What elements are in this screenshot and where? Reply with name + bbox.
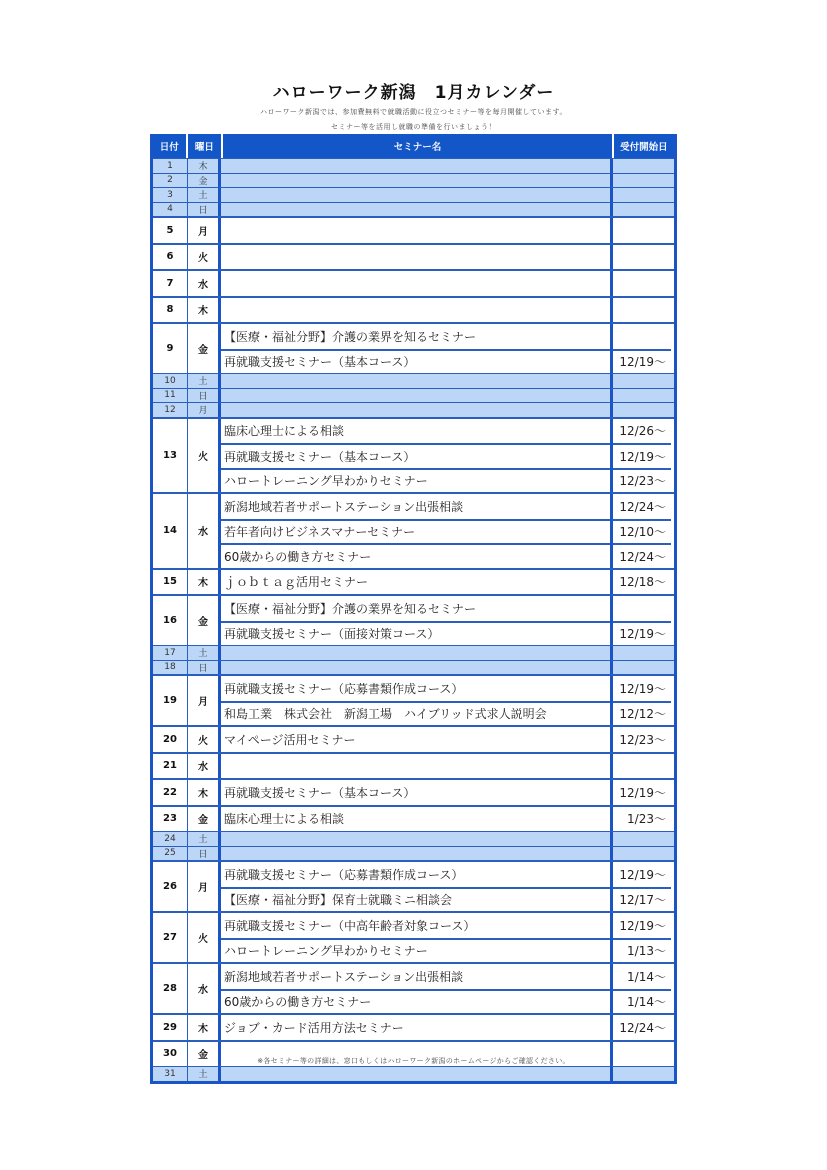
- seminar-name-cell: [221, 913, 613, 962]
- weekday-cell: 木: [188, 1015, 221, 1040]
- registration-start-date: 12/24～: [619, 1020, 666, 1035]
- weekday-cell: 木: [188, 780, 221, 805]
- table-row: [153, 805, 674, 832]
- weekday-cell: 土: [188, 832, 221, 846]
- registration-start-date: 12/19～: [619, 785, 666, 800]
- date-cell: 27: [153, 913, 188, 962]
- registration-start-date: 12/19～: [613, 443, 671, 468]
- registration-start-date: 12/19～: [619, 918, 666, 933]
- date-cell: 29: [153, 1015, 188, 1040]
- date-cell: 7: [153, 271, 188, 296]
- registration-start-cell: [613, 646, 671, 660]
- registration-start-date: [613, 271, 671, 296]
- seminar-name-cell: [221, 1015, 613, 1040]
- table-row: [153, 417, 674, 493]
- seminar-name: [221, 298, 610, 323]
- registration-start-cell: [613, 271, 671, 296]
- weekday-cell: 金: [188, 596, 221, 645]
- seminar-name: 再就職支援セミナー（応募書類作成コース）: [224, 681, 464, 696]
- seminar-name-cell: [221, 807, 613, 832]
- weekday-cell: 水: [188, 494, 221, 568]
- date-cell: 9: [153, 324, 188, 373]
- weekday-cell: 火: [188, 727, 221, 752]
- registration-start-date: [613, 596, 671, 621]
- table-body: [153, 158, 674, 1081]
- date-cell: 17: [153, 646, 188, 660]
- weekday-cell: 水: [188, 964, 221, 1013]
- date-cell: 22: [153, 780, 188, 805]
- weekday-cell: 日: [188, 203, 221, 217]
- seminar-name: 【医療・福祉分野】保育士就職ミニ相談会: [221, 887, 610, 912]
- registration-start-cell: [613, 159, 671, 173]
- seminar-name: ｊｏｂｔａｇ活用セミナー: [224, 575, 369, 590]
- seminar-name: [221, 218, 610, 243]
- seminar-name-cell: [221, 862, 613, 911]
- table-row: [153, 725, 674, 752]
- column-header-date: 日付: [153, 134, 186, 158]
- date-cell: 4: [153, 203, 188, 217]
- seminar-name: 若年者向けビジネスマナーセミナー: [221, 519, 610, 544]
- date-cell: 12: [153, 403, 188, 417]
- weekday-cell: 土: [188, 646, 221, 660]
- subtitle-line-2: セミナー等を活用し就職の準備を行いましょう！: [331, 123, 496, 131]
- registration-start-date: 12/19～: [619, 867, 666, 882]
- registration-start-cell: [613, 1067, 671, 1081]
- seminar-name-cell: [221, 324, 613, 373]
- column-header-registration-start: 受付開始日: [614, 134, 674, 158]
- registration-start-cell: [613, 570, 671, 595]
- weekday-cell: 土: [188, 374, 221, 388]
- registration-start-cell: [613, 403, 671, 417]
- weekday-cell: 月: [188, 403, 221, 417]
- registration-start-date: [613, 218, 671, 243]
- table-row: [153, 388, 674, 403]
- registration-start-cell: [613, 780, 671, 805]
- table-row: [153, 1066, 674, 1081]
- seminar-name: [221, 754, 610, 779]
- weekday-cell: 月: [188, 862, 221, 911]
- registration-start-date: 12/23～: [619, 732, 666, 747]
- date-cell: 19: [153, 676, 188, 725]
- weekday-cell: 水: [188, 271, 221, 296]
- registration-start-date: [613, 245, 671, 270]
- registration-start-date: 12/10～: [613, 519, 671, 544]
- seminar-name: [221, 245, 610, 270]
- registration-start-date: 12/24～: [619, 499, 666, 514]
- seminar-name-cell: [221, 676, 613, 725]
- table-row: [153, 187, 674, 202]
- registration-start-date: [613, 298, 671, 323]
- date-cell: 5: [153, 218, 188, 243]
- seminar-name: ハロートレーニング早わかりセミナー: [221, 468, 610, 493]
- seminar-name-cell: [221, 174, 613, 188]
- date-cell: 21: [153, 754, 188, 779]
- date-cell: 20: [153, 727, 188, 752]
- seminar-name-cell: [221, 298, 613, 323]
- table-row: [153, 269, 674, 296]
- seminar-name: 和島工業 株式会社 新潟工場 ハイブリッド式求人説明会: [221, 701, 610, 726]
- registration-start-date: [613, 754, 671, 779]
- seminar-name: 臨床心理士による相談: [224, 424, 345, 439]
- date-cell: 11: [153, 389, 188, 403]
- date-cell: 15: [153, 570, 188, 595]
- registration-start-cell: [613, 218, 671, 243]
- registration-start-cell: [613, 913, 671, 962]
- weekday-cell: 土: [188, 188, 221, 202]
- seminar-name: [221, 271, 610, 296]
- registration-start-date: 12/12～: [613, 701, 671, 726]
- table-row: [153, 243, 674, 270]
- registration-start-cell: [613, 324, 671, 373]
- table-row: [153, 202, 674, 217]
- table-row: [153, 173, 674, 188]
- seminar-name: 新潟地域若者サポートステーション出張相談: [224, 969, 464, 984]
- registration-start-cell: [613, 754, 671, 779]
- weekday-cell: 木: [188, 570, 221, 595]
- weekday-cell: 火: [188, 245, 221, 270]
- page-title: ハローワーク新潟 1月カレンダー: [272, 83, 555, 103]
- date-cell: 28: [153, 964, 188, 1013]
- seminar-name-cell: [221, 374, 613, 388]
- registration-start-date: 1/14～: [627, 969, 666, 984]
- seminar-name-cell: [221, 727, 613, 752]
- weekday-cell: 金: [188, 1042, 221, 1067]
- seminar-name: 再就職支援セミナー（応募書類作成コース）: [224, 867, 464, 882]
- weekday-cell: 木: [188, 159, 221, 173]
- table-row: [153, 322, 674, 373]
- registration-start-date: 12/18～: [619, 575, 666, 590]
- table-row: [153, 492, 674, 568]
- date-cell: 13: [153, 419, 188, 493]
- registration-start-date: 1/13～: [613, 938, 671, 963]
- seminar-name: 【医療・福祉分野】介護の業界を知るセミナー: [224, 601, 477, 616]
- date-cell: 26: [153, 862, 188, 911]
- seminar-name-cell: [221, 596, 613, 645]
- registration-start-cell: [613, 964, 671, 1013]
- seminar-name-cell: [221, 646, 613, 660]
- registration-start-cell: [613, 203, 671, 217]
- date-cell: 25: [153, 847, 188, 861]
- weekday-cell: 月: [188, 676, 221, 725]
- weekday-cell: 木: [188, 298, 221, 323]
- registration-start-date: 12/23～: [613, 468, 671, 493]
- registration-start-cell: [613, 807, 671, 832]
- seminar-name: 再就職支援セミナー（基本コース）: [224, 785, 416, 800]
- seminar-name: 【医療・福祉分野】介護の業界を知るセミナー: [224, 329, 477, 344]
- seminar-name-cell: [221, 218, 613, 243]
- table-row: [153, 674, 674, 725]
- registration-start-date: 12/19～: [613, 621, 671, 646]
- seminar-name: 再就職支援セミナー（基本コース）: [221, 349, 610, 374]
- registration-start-date: 12/24～: [613, 543, 671, 568]
- date-cell: 24: [153, 832, 188, 846]
- seminar-name: 新潟地域若者サポートステーション出張相談: [224, 499, 464, 514]
- table-row: [153, 911, 674, 962]
- weekday-cell: 金: [188, 807, 221, 832]
- seminar-name-cell: [221, 964, 613, 1013]
- seminar-name: ジョブ・カード活用方法セミナー: [224, 1020, 404, 1035]
- weekday-cell: 水: [188, 754, 221, 779]
- date-cell: 16: [153, 596, 188, 645]
- table-row: [153, 752, 674, 779]
- registration-start-cell: [613, 727, 671, 752]
- table-row: [153, 373, 674, 388]
- seminar-name-cell: [221, 159, 613, 173]
- registration-start-date: [613, 324, 671, 349]
- seminar-name-cell: [221, 419, 613, 493]
- seminar-name: 60歳からの働き方セミナー: [221, 989, 610, 1014]
- seminar-name-cell: [221, 271, 613, 296]
- date-cell: 10: [153, 374, 188, 388]
- table-row: [153, 568, 674, 595]
- seminar-name-cell: [221, 1067, 613, 1081]
- table-row: [153, 1013, 674, 1040]
- seminar-name-cell: [221, 494, 613, 568]
- registration-start-date: 1/14～: [613, 989, 671, 1014]
- table-row: [153, 296, 674, 323]
- registration-start-cell: [613, 847, 671, 861]
- seminar-name-cell: [221, 847, 613, 861]
- table-row: [153, 846, 674, 861]
- seminar-name: ハロートレーニング早わかりセミナー: [221, 938, 610, 963]
- weekday-cell: 土: [188, 1067, 221, 1081]
- registration-start-cell: [613, 374, 671, 388]
- seminar-name-cell: [221, 389, 613, 403]
- registration-start-date: 1/23～: [627, 812, 666, 827]
- weekday-cell: 火: [188, 913, 221, 962]
- table-row: [153, 778, 674, 805]
- seminar-name-cell: [221, 188, 613, 202]
- weekday-cell: 月: [188, 218, 221, 243]
- registration-start-cell: [613, 1015, 671, 1040]
- registration-start-cell: [613, 245, 671, 270]
- registration-start-date: 12/19～: [619, 681, 666, 696]
- table-row: [153, 860, 674, 911]
- seminar-name: 臨床心理士による相談: [224, 812, 345, 827]
- table-row: [153, 216, 674, 243]
- seminar-name-cell: [221, 780, 613, 805]
- date-cell: 1: [153, 159, 188, 173]
- date-cell: 8: [153, 298, 188, 323]
- registration-start-cell: [613, 832, 671, 846]
- seminar-name-cell: [221, 245, 613, 270]
- table-row: [153, 645, 674, 660]
- registration-start-cell: [613, 419, 671, 493]
- seminar-name-cell: [221, 570, 613, 595]
- weekday-cell: 金: [188, 174, 221, 188]
- registration-start-cell: [613, 661, 671, 675]
- table-header: [153, 134, 674, 158]
- seminar-name-cell: [221, 203, 613, 217]
- date-cell: 30: [153, 1042, 188, 1067]
- table-row: [153, 962, 674, 1013]
- weekday-cell: 火: [188, 419, 221, 493]
- seminar-calendar-table: [150, 134, 677, 1084]
- table-row: [153, 594, 674, 645]
- seminar-name: 再就職支援セミナー（中高年齢者対象コース）: [224, 918, 476, 933]
- seminar-name-cell: [221, 832, 613, 846]
- weekday-cell: 日: [188, 847, 221, 861]
- seminar-name-cell: [221, 403, 613, 417]
- table-row: [153, 402, 674, 417]
- column-header-seminar-name: セミナー名: [223, 134, 611, 158]
- date-cell: 23: [153, 807, 188, 832]
- table-row: [153, 158, 674, 173]
- column-header-weekday: 曜日: [188, 134, 222, 158]
- seminar-name-cell: [221, 754, 613, 779]
- date-cell: 2: [153, 174, 188, 188]
- weekday-cell: 金: [188, 324, 221, 373]
- date-cell: 3: [153, 188, 188, 202]
- registration-start-date: 12/26～: [619, 424, 666, 439]
- table-row: [153, 660, 674, 675]
- registration-start-cell: [613, 298, 671, 323]
- registration-start-cell: [613, 596, 671, 645]
- seminar-name-cell: [221, 661, 613, 675]
- seminar-name: マイページ活用セミナー: [224, 732, 356, 747]
- subtitle-line-1: ハローワーク新潟では、参加費無料で就職活動に役立つセミナー等を毎月開催しています。: [260, 108, 567, 116]
- registration-start-cell: [613, 174, 671, 188]
- registration-start-cell: [613, 494, 671, 568]
- registration-start-cell: [613, 862, 671, 911]
- registration-start-cell: [613, 676, 671, 725]
- date-cell: 6: [153, 245, 188, 270]
- seminar-name: 60歳からの働き方セミナー: [221, 543, 610, 568]
- weekday-cell: 日: [188, 389, 221, 403]
- date-cell: 31: [153, 1067, 188, 1081]
- registration-start-date: 12/17～: [613, 887, 671, 912]
- seminar-name: 再就職支援セミナー（面接対策コース）: [221, 621, 610, 646]
- date-cell: 18: [153, 661, 188, 675]
- date-cell: 14: [153, 494, 188, 568]
- table-row: [153, 831, 674, 846]
- registration-start-cell: [613, 389, 671, 403]
- registration-start-date: 12/19～: [613, 349, 671, 374]
- weekday-cell: 日: [188, 661, 221, 675]
- registration-start-cell: [613, 188, 671, 202]
- footer-note: ※各セミナー等の詳細は、窓口もしくはハローワーク新潟のホームページからご確認ください。: [257, 1057, 570, 1065]
- seminar-name: 再就職支援セミナー（基本コース）: [221, 443, 610, 468]
